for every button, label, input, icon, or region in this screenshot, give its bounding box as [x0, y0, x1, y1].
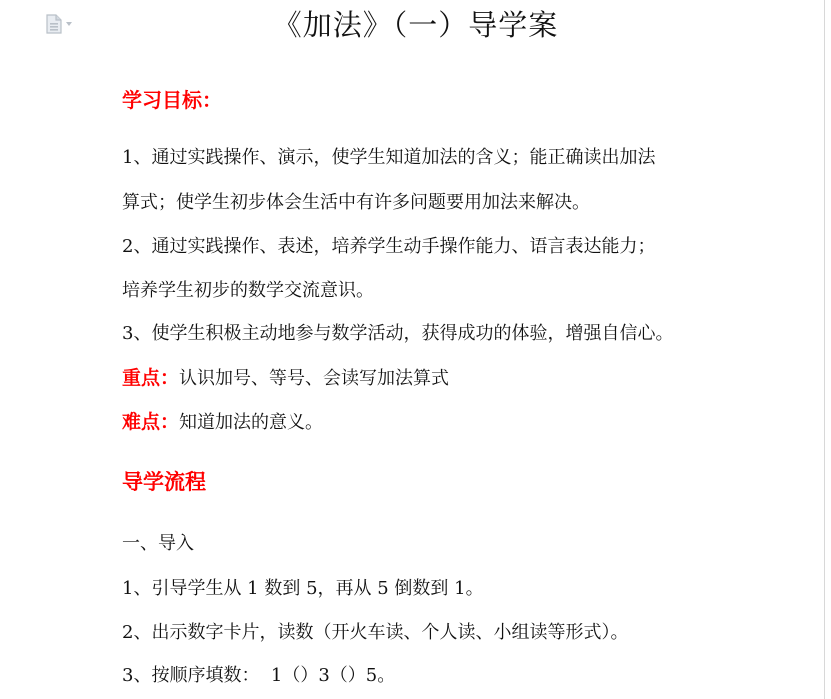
objective-line: 1、通过实践操作、演示，使学生知道加法的含义；能正确读出加法: [122, 147, 656, 168]
objective-line: 培养学生初步的数学交流意识。: [122, 280, 374, 301]
difficulty-label: 难点：: [122, 411, 180, 433]
process-heading: 导学流程: [122, 470, 206, 494]
process-line: 3、按顺序填数： 1（）3（）5。: [122, 665, 396, 686]
objective-line: 算式；使学生初步体会生活中有许多问题要用加法来解决。: [122, 192, 590, 213]
process-line: 1、引导学生从 1 数到 5，再从 5 倒数到 1。: [122, 578, 484, 599]
objective-line: 2、通过实践操作、表述，培养学生动手操作能力、语言表达能力；: [122, 236, 656, 257]
page-edge-rule: [824, 0, 825, 699]
key-point: [122, 364, 449, 393]
difficulty: [122, 408, 323, 437]
difficulty-text: 知道加法的意义。: [179, 412, 324, 433]
objective-line: 3、使学生积极主动地参与数学活动，获得成功的体验，增强自信心。: [122, 323, 674, 344]
process-line: 2、出示数字卡片，读数（开火车读、个人读、小组读等形式）。: [122, 622, 629, 643]
section-heading: 一、导入: [122, 533, 194, 554]
key-point-text: 认识加号、等号、会读写加法算式: [179, 368, 450, 389]
page-title: 《加法》（一）导学案: [272, 8, 559, 42]
key-point-label: 重点：: [122, 367, 180, 389]
objectives-heading: 学习目标：: [122, 88, 222, 112]
